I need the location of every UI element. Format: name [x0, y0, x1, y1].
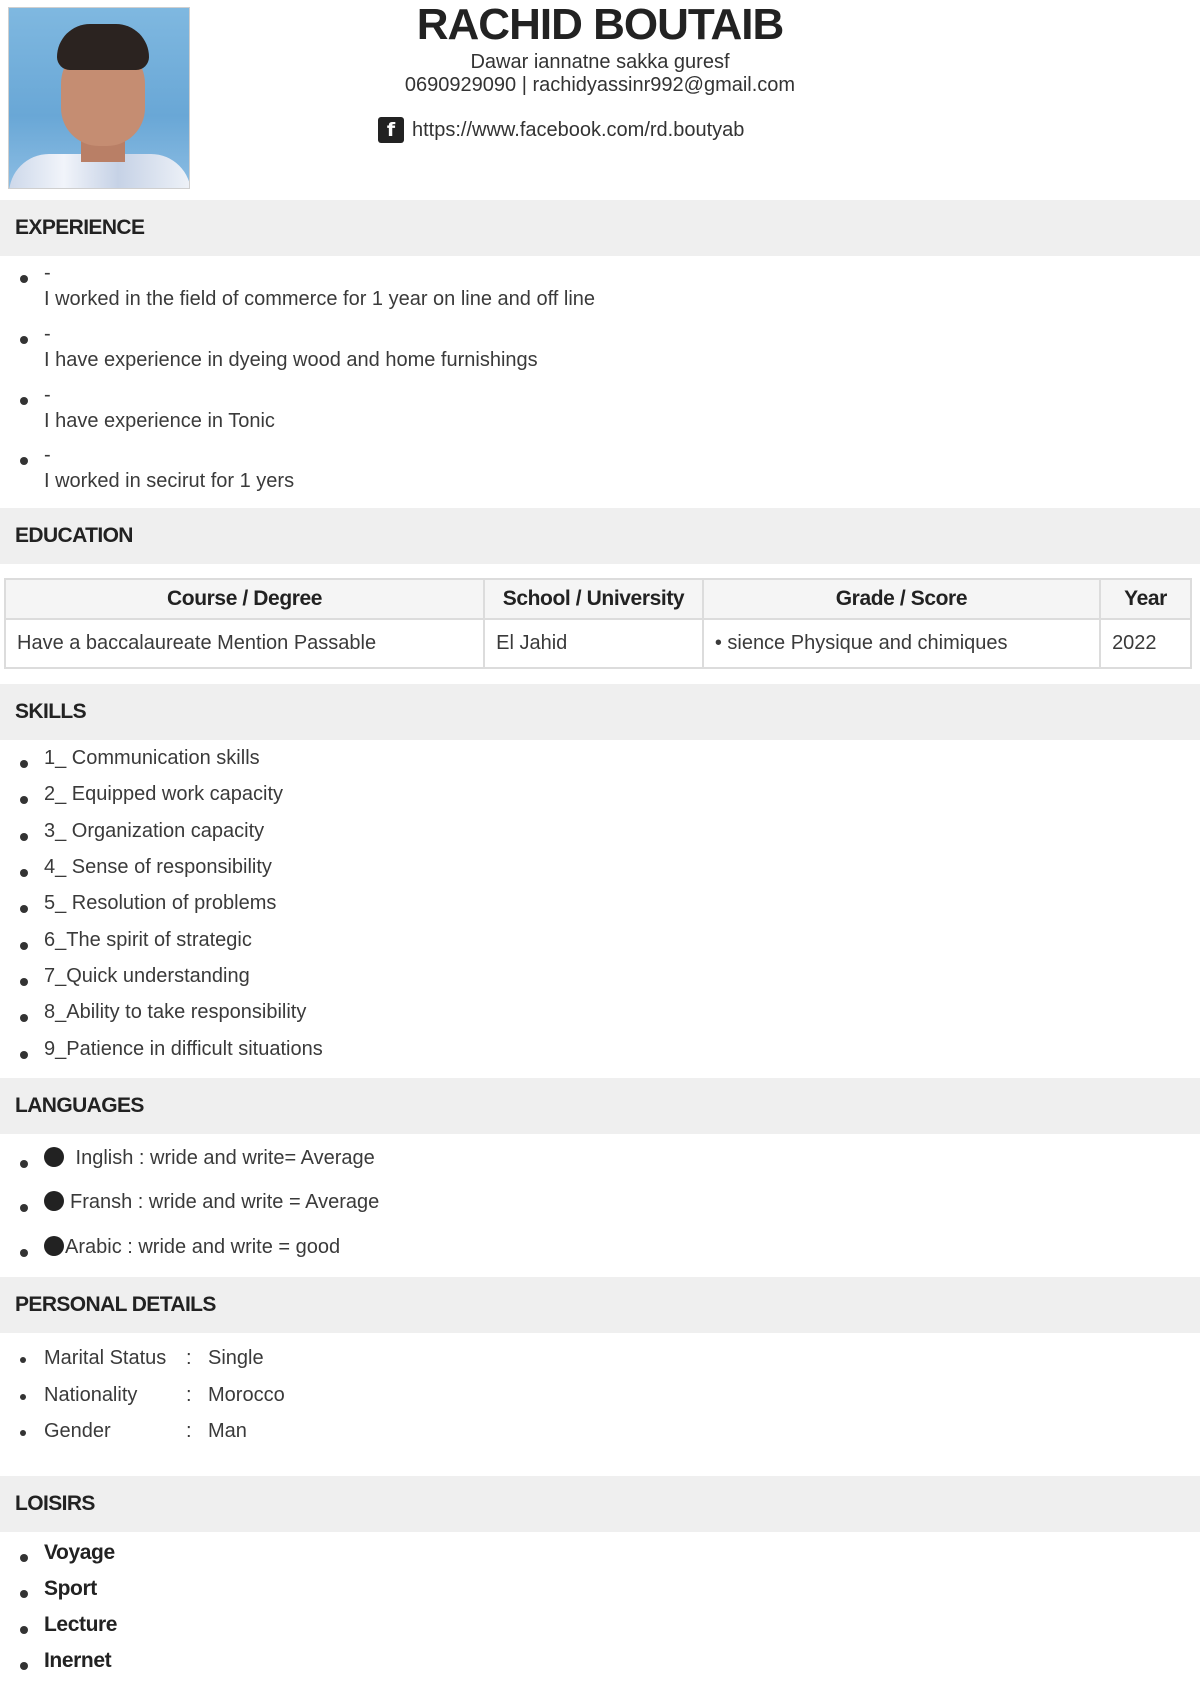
skill-item: 2_ Equipped work capacity [44, 783, 284, 805]
language-item [44, 1147, 375, 1170]
filled-circle-icon [44, 1236, 64, 1256]
table-header-row [5, 579, 1191, 619]
language-text: Arabic : wride and write = good [65, 1236, 341, 1258]
experience-item: I worked in the field of commerce for 1 year on line and off line [44, 288, 596, 310]
bullet [20, 1662, 28, 1670]
bullet [20, 1357, 26, 1363]
filled-circle-icon [44, 1191, 64, 1211]
section-header-skills [0, 684, 1200, 740]
profile-photo [8, 7, 190, 189]
hobby-item: Lecture [44, 1613, 118, 1636]
column-header: Grade / Score [703, 579, 1100, 619]
hobby-item: Sport [44, 1577, 97, 1600]
section-header-personal-details [0, 1277, 1200, 1333]
experience-dash: - [44, 384, 51, 406]
skill-item: 6_The spirit of strategic [44, 929, 252, 951]
section-header-experience [0, 200, 1200, 256]
bullet [20, 1204, 28, 1212]
experience-item: I have experience in dyeing wood and home furnishings [44, 349, 538, 371]
skill-item: 1_ Communication skills [44, 747, 260, 769]
section-title: SKILLS [15, 700, 87, 723]
detail-value: Man [208, 1420, 247, 1442]
facebook-url[interactable]: https://www.facebook.com/rd.boutyab [412, 118, 745, 141]
table-row [5, 619, 1191, 668]
bullet [20, 905, 28, 913]
bullet [20, 869, 28, 877]
facebook-icon: f [378, 117, 404, 143]
skill-item: 8_Ability to take responsibility [44, 1001, 307, 1023]
skill-item: 4_ Sense of responsibility [44, 856, 272, 878]
section-title: EXPERIENCE [15, 216, 145, 239]
bullet [20, 942, 28, 950]
skill-item: 7_Quick understanding [44, 965, 250, 987]
facebook-link[interactable] [378, 117, 744, 143]
bullet [20, 760, 28, 768]
detail-colon: : [186, 1384, 192, 1406]
filled-circle-icon [44, 1147, 64, 1167]
section-header-loisirs [0, 1476, 1200, 1532]
year-cell: 2022 [1100, 619, 1191, 668]
experience-dash: - [44, 262, 51, 284]
section-title: EDUCATION [15, 524, 133, 547]
bullet [20, 1430, 26, 1436]
address: Dawar iannatne sakka guresf [470, 51, 730, 73]
section-title: LANGUAGES [15, 1094, 144, 1117]
language-text: Inglish : wride and write= Average [70, 1147, 375, 1169]
education-table [4, 578, 1192, 669]
detail-value: Single [208, 1347, 264, 1369]
experience-item: I worked in secirut for 1 yers [44, 470, 295, 492]
bullet [20, 1394, 26, 1400]
column-header: Year [1100, 579, 1191, 619]
column-header: School / University [484, 579, 703, 619]
experience-item: I have experience in Tonic [44, 410, 275, 432]
bullet [20, 457, 28, 465]
detail-label: Marital Status [44, 1347, 167, 1369]
hobby-item: Inernet [44, 1649, 112, 1672]
detail-label: Gender [44, 1420, 111, 1442]
bullet [20, 833, 28, 841]
bullet [20, 1014, 28, 1022]
section-title: PERSONAL DETAILS [15, 1293, 216, 1316]
grade-cell: • sience Physique and chimiques [703, 619, 1100, 668]
skill-item: 3_ Organization capacity [44, 820, 265, 842]
section-title: LOISIRS [15, 1492, 95, 1515]
language-text: Fransh : wride and write = Average [70, 1191, 380, 1213]
hobby-item: Voyage [44, 1541, 115, 1564]
bullet [20, 1051, 28, 1059]
school-cell: El Jahid [484, 619, 703, 668]
bullet [20, 1554, 28, 1562]
course-cell: Have a baccalaureate Mention Passable [5, 619, 484, 668]
language-item [44, 1191, 379, 1214]
detail-label: Nationality [44, 1384, 138, 1406]
bullet [20, 275, 28, 283]
column-header: Course / Degree [5, 579, 484, 619]
detail-colon: : [186, 1347, 192, 1369]
skill-item: 9_Patience in difficult situations [44, 1038, 323, 1060]
bullet [20, 1160, 28, 1168]
section-header-education [0, 508, 1200, 564]
section-header-languages [0, 1078, 1200, 1134]
bullet [20, 978, 28, 986]
bullet [20, 796, 28, 804]
experience-dash: - [44, 323, 51, 345]
detail-value: Morocco [208, 1384, 285, 1406]
bullet [20, 397, 28, 405]
bullet [20, 336, 28, 344]
bullet [20, 1626, 28, 1634]
candidate-name: RACHID BOUTAIB [416, 0, 784, 49]
bullet [20, 1249, 28, 1257]
contact-info: 0690929090 | rachidyassinr992@gmail.com [404, 74, 796, 96]
experience-dash: - [44, 444, 51, 466]
detail-colon: : [186, 1420, 192, 1442]
skill-item: 5_ Resolution of problems [44, 892, 277, 914]
bullet [20, 1590, 28, 1598]
language-item [44, 1236, 340, 1259]
